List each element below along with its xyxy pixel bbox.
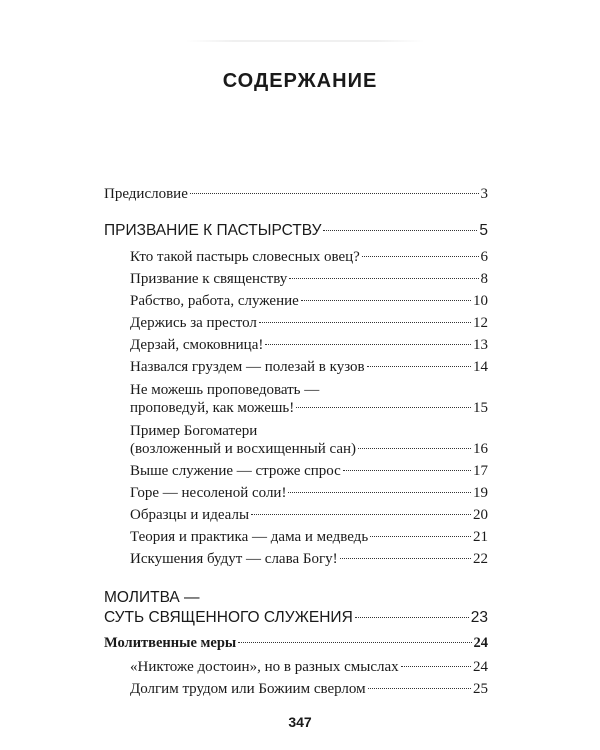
toc-entry[interactable] [130, 335, 488, 355]
toc-entry-title: Образцы и идеалы [130, 507, 250, 523]
toc-entry-page: 23 [470, 609, 488, 626]
toc-entry[interactable] [130, 357, 488, 377]
toc-entry-title: «Никтоже достоин», но в разных смыслах [130, 659, 399, 675]
toc-entry[interactable] [130, 439, 488, 459]
toc-entry-page: 24 [473, 659, 488, 675]
toc-entry-title: Назвался груздем — полезай в кузов [130, 359, 365, 375]
toc-entry-title: Кто такой пастырь словесных овец? [130, 249, 360, 265]
toc-subsection[interactable] [104, 633, 488, 653]
toc-entry-title: Дерзай, смоковница! [130, 337, 264, 353]
dot-leader [340, 558, 471, 559]
dot-leader [238, 642, 471, 643]
toc-entry-page: 17 [473, 463, 488, 479]
dot-leader [289, 278, 478, 279]
toc-entry-page: 14 [473, 359, 488, 375]
dot-leader [259, 322, 471, 323]
toc-entry[interactable] [130, 247, 488, 267]
toc-entry[interactable] [130, 549, 488, 569]
dot-leader [251, 514, 471, 515]
toc-entry-title: Держись за престол [130, 315, 257, 331]
toc-entry-title: ПРИЗВАНИЕ К ПАСТЫРСТВУ [104, 222, 322, 239]
toc-entry-title: Теория и практика — дама и медведь [130, 529, 369, 545]
toc-entry-title: (возложенный и восхищенный сан) [130, 441, 357, 457]
toc-entry-page: 13 [473, 337, 488, 353]
toc-entry-page: 25 [473, 681, 488, 697]
toc-section-prayer[interactable] [104, 608, 488, 628]
dot-leader [355, 617, 469, 618]
toc-entry-page: 19 [473, 485, 488, 501]
toc-entry-page: 15 [473, 400, 488, 416]
toc-entry-title: Предисловие [104, 186, 188, 202]
toc-entry-title: Молитвенные меры [104, 635, 237, 651]
toc-entry[interactable] [130, 269, 488, 289]
toc-entry[interactable] [130, 291, 488, 311]
toc-entry-title-line1: Пример Богоматери [130, 423, 258, 439]
dot-leader [362, 256, 479, 257]
toc-entry-page: 16 [473, 441, 488, 457]
toc-entry[interactable] [130, 461, 488, 481]
toc-entry-page: 22 [473, 551, 488, 567]
dot-leader [370, 536, 471, 537]
dot-leader [358, 448, 471, 449]
toc-entry-title: Искушения будут — слава Богу! [130, 551, 338, 567]
toc-entry[interactable] [130, 679, 488, 699]
toc-entry[interactable] [130, 483, 488, 503]
toc-entry-title: Долгим трудом или Божиим сверлом [130, 681, 366, 697]
toc-section-title-line1: МОЛИТВА — [104, 589, 200, 606]
dot-leader [323, 230, 477, 231]
toc-entry-title: Выше служение — строже спрос [130, 463, 341, 479]
toc-entry[interactable] [130, 505, 488, 525]
page-number: 347 [288, 714, 312, 730]
toc-section-calling[interactable] [104, 221, 488, 241]
toc-entry-title: Рабство, работа, служение [130, 293, 299, 309]
toc-entry-title: Горе — несоленой соли! [130, 485, 287, 501]
toc-entry-title: СУТЬ СВЯЩЕННОГО СЛУЖЕНИЯ [104, 609, 353, 626]
toc-entry-preface[interactable] [104, 184, 488, 204]
toc-entry-title: Призвание к священству [130, 271, 288, 287]
toc-entry[interactable] [130, 313, 488, 333]
dot-leader [343, 470, 471, 471]
toc-entry-page: 10 [473, 293, 488, 309]
toc-entry-page: 3 [480, 186, 488, 202]
toc-entry-page: 8 [480, 271, 488, 287]
toc-entry[interactable] [130, 527, 488, 547]
toc-entry-page: 20 [473, 507, 488, 523]
toc-entry-page: 5 [479, 222, 488, 239]
dot-leader [265, 344, 471, 345]
dot-leader [367, 366, 471, 367]
dot-leader [296, 407, 471, 408]
toc-entry-page: 6 [480, 249, 488, 265]
toc-entry[interactable] [130, 657, 488, 677]
dot-leader [368, 688, 471, 689]
dot-leader [190, 193, 479, 194]
toc-entry-title-line1: Не можешь проповедовать — [130, 382, 320, 398]
dot-leader [301, 300, 471, 301]
dot-leader [401, 666, 471, 667]
toc-entry[interactable] [130, 398, 488, 418]
page-title: СОДЕРЖАНИЕ [222, 70, 378, 92]
toc-entry-page: 24 [473, 635, 488, 651]
toc-entry-page: 12 [473, 315, 488, 331]
toc-entry-title: проповедуй, как можешь! [130, 400, 295, 416]
dot-leader [288, 492, 471, 493]
toc-entry-page: 21 [473, 529, 488, 545]
